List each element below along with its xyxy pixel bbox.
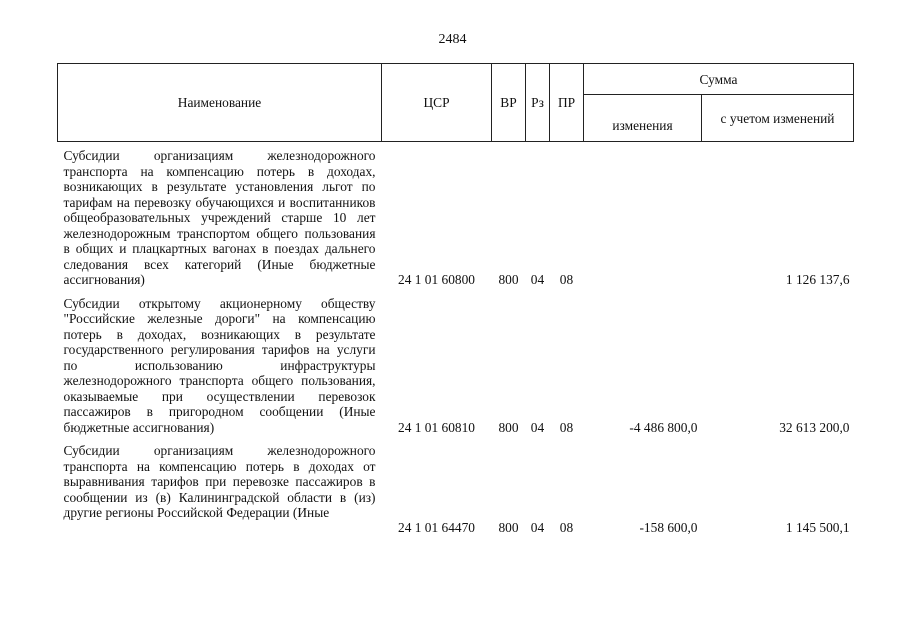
row-csr: 24 1 01 60800 [398, 272, 475, 287]
row-vr: 800 [498, 520, 519, 535]
row-pr: 08 [559, 520, 574, 535]
row-change: -4 486 800,0 [629, 419, 698, 435]
row-with-changes: 1 126 137,6 [785, 272, 850, 287]
row-change: -158 600,0 [639, 520, 698, 535]
row-with-changes: 32 613 200,0 [779, 419, 850, 435]
header-rz: Рз [526, 64, 550, 142]
page-number: 2484 [438, 32, 467, 47]
row-csr: 24 1 01 64470 [398, 520, 475, 535]
row-pr: 08 [559, 272, 574, 287]
header-csr: ЦСР [382, 64, 492, 142]
table-row [58, 435, 854, 536]
table-row [58, 142, 854, 288]
row-name: Субсидии организациям железнодорожного транспорта на компенсацию потерь в доходах от выравнивания тарифов при перевозке пассажиров в сообщении из (в) Калининградской области в (из) другие регионы Российской Федерации (Иные [63, 443, 376, 520]
budget-table [57, 63, 854, 536]
row-change [584, 142, 702, 288]
row-with-changes: 1 145 500,1 [785, 520, 850, 535]
row-vr: 800 [498, 272, 519, 287]
header-pr: ПР [550, 64, 584, 142]
row-vr: 800 [498, 419, 519, 435]
header-sum: Сумма [584, 64, 854, 95]
header-with-changes: с учетом изменений [702, 95, 854, 142]
header-vr: ВР [492, 64, 526, 142]
table-row [58, 288, 854, 436]
row-rz: 04 [530, 520, 545, 535]
table-header [58, 64, 854, 142]
header-change: изменения [584, 95, 702, 142]
row-rz: 04 [530, 419, 545, 435]
row-rz: 04 [530, 272, 545, 287]
row-name: Субсидии открытому акционерному обществу "Российские железные дороги" на компенсацию потерь в доходах, возникающих в результате государственного регулирования тарифов на услуги по использованию инфраструктуры железнодорожного транспорта общего пользования, оказываемые при осуществлении перевозок пассажиров в пригородном сообщении (Иные бюджетные ассигнования) [63, 295, 376, 435]
row-pr: 08 [559, 419, 574, 435]
header-name: Наименование [58, 64, 382, 142]
row-csr: 24 1 01 60810 [398, 419, 475, 435]
row-name: Субсидии организациям железнодорожного транспорта на компенсацию потерь в доходах, возникающих в результате установления льгот по тарифам на перевозку обучающихся и воспитанников общеобразовательных учреждений старше 10 лет железнодорожным транспортом общего пользования в общих и плацкартных вагонах в поездах дальнего следования всех категорий (Иные бюджетные ассигнования) [63, 148, 376, 287]
